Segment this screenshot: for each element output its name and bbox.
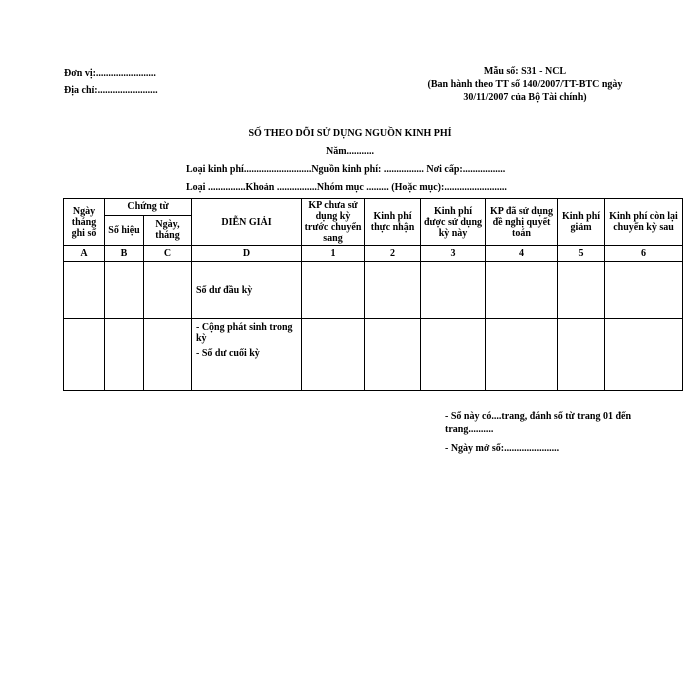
header-left [64,65,158,99]
table-cell [605,319,683,391]
col-header-voucher: Chứng từ [105,199,192,216]
col-header-voucher-no: Số hiệu [105,215,144,245]
ref-cell: D [192,246,302,262]
ref-cell: 4 [486,246,558,262]
table-cell [365,319,421,391]
header-row-1 [64,199,683,216]
header-right [420,65,630,104]
col-header-description: DIỄN GIẢI [192,199,302,246]
ref-cell: 2 [365,246,421,262]
ref-cell: 6 [605,246,683,262]
table-cell [105,319,144,391]
col-header-1: KP chưa sử dụng kỳ trước chuyển sang [302,199,365,246]
issued-by-line1: (Ban hành theo TT số 140/2007/TT-BTC ngày [427,79,623,90]
table-cell [144,262,192,319]
table-cell [486,319,558,391]
table-cell [64,319,105,391]
table-cell [421,262,486,319]
fund-info-line1: Loại kinh phí...........................Nguồn kinh phí: ................ Nơi cấp:................. [186,164,506,175]
document-year: Năm........... [325,146,375,157]
col-header-4: KP đã sử dụng đề nghị quyết toán [486,199,558,246]
table-cell [605,262,683,319]
pages-note: - Sổ này có....trang, đánh số từ trang 01 đến trang.......... [445,411,632,435]
form-number: Mẫu số: S31 - NCL [483,66,567,77]
ledger-table [63,198,683,391]
table-cell [365,262,421,319]
table-row [64,262,683,319]
ref-cell: A [64,246,105,262]
ref-cell: C [144,246,192,262]
document-title: SỐ THEO DÕI SỬ DỤNG NGUỒN KINH PHÍ [248,128,452,139]
opening-balance-cell: Số dư đầu kỳ [192,262,302,319]
table-cell [302,262,365,319]
period-description-cell [192,319,302,391]
closing-balance-label: - Số dư cuối kỳ [196,348,260,359]
table-row [64,319,683,391]
ref-cell: B [105,246,144,262]
column-reference-row [64,246,683,262]
table-cell [558,262,605,319]
table-cell [302,319,365,391]
col-header-voucher-date: Ngày, tháng [144,215,192,245]
col-header-2: Kinh phí thực nhận [365,199,421,246]
ref-cell: 3 [421,246,486,262]
table-cell [64,262,105,319]
issued-by-line2: 30/11/2007 của Bộ Tài chính) [463,92,587,103]
open-date-note: - Ngày mở sổ:...................... [445,443,560,454]
period-total-label: - Cộng phát sinh trong kỳ [196,322,293,344]
unit-label: Đơn vị:........................ [64,68,156,79]
ref-cell: 5 [558,246,605,262]
table-cell [144,319,192,391]
table-cell [486,262,558,319]
col-header-5: Kinh phí giảm [558,199,605,246]
table-cell [558,319,605,391]
address-label: Địa chỉ:........................ [64,85,158,96]
col-header-6: Kinh phí còn lại chuyển kỳ sau [605,199,683,246]
ref-cell: 1 [302,246,365,262]
table-cell [105,262,144,319]
col-header-3: Kinh phí được sử dụng kỳ này [421,199,486,246]
fund-info-line2: Loại ...............Khoản ................Nhóm mục ......... (Hoặc mục):......................... [186,182,507,193]
footer-notes [445,410,645,461]
col-header-date: Ngày tháng ghi sổ [64,199,105,246]
table-cell [421,319,486,391]
